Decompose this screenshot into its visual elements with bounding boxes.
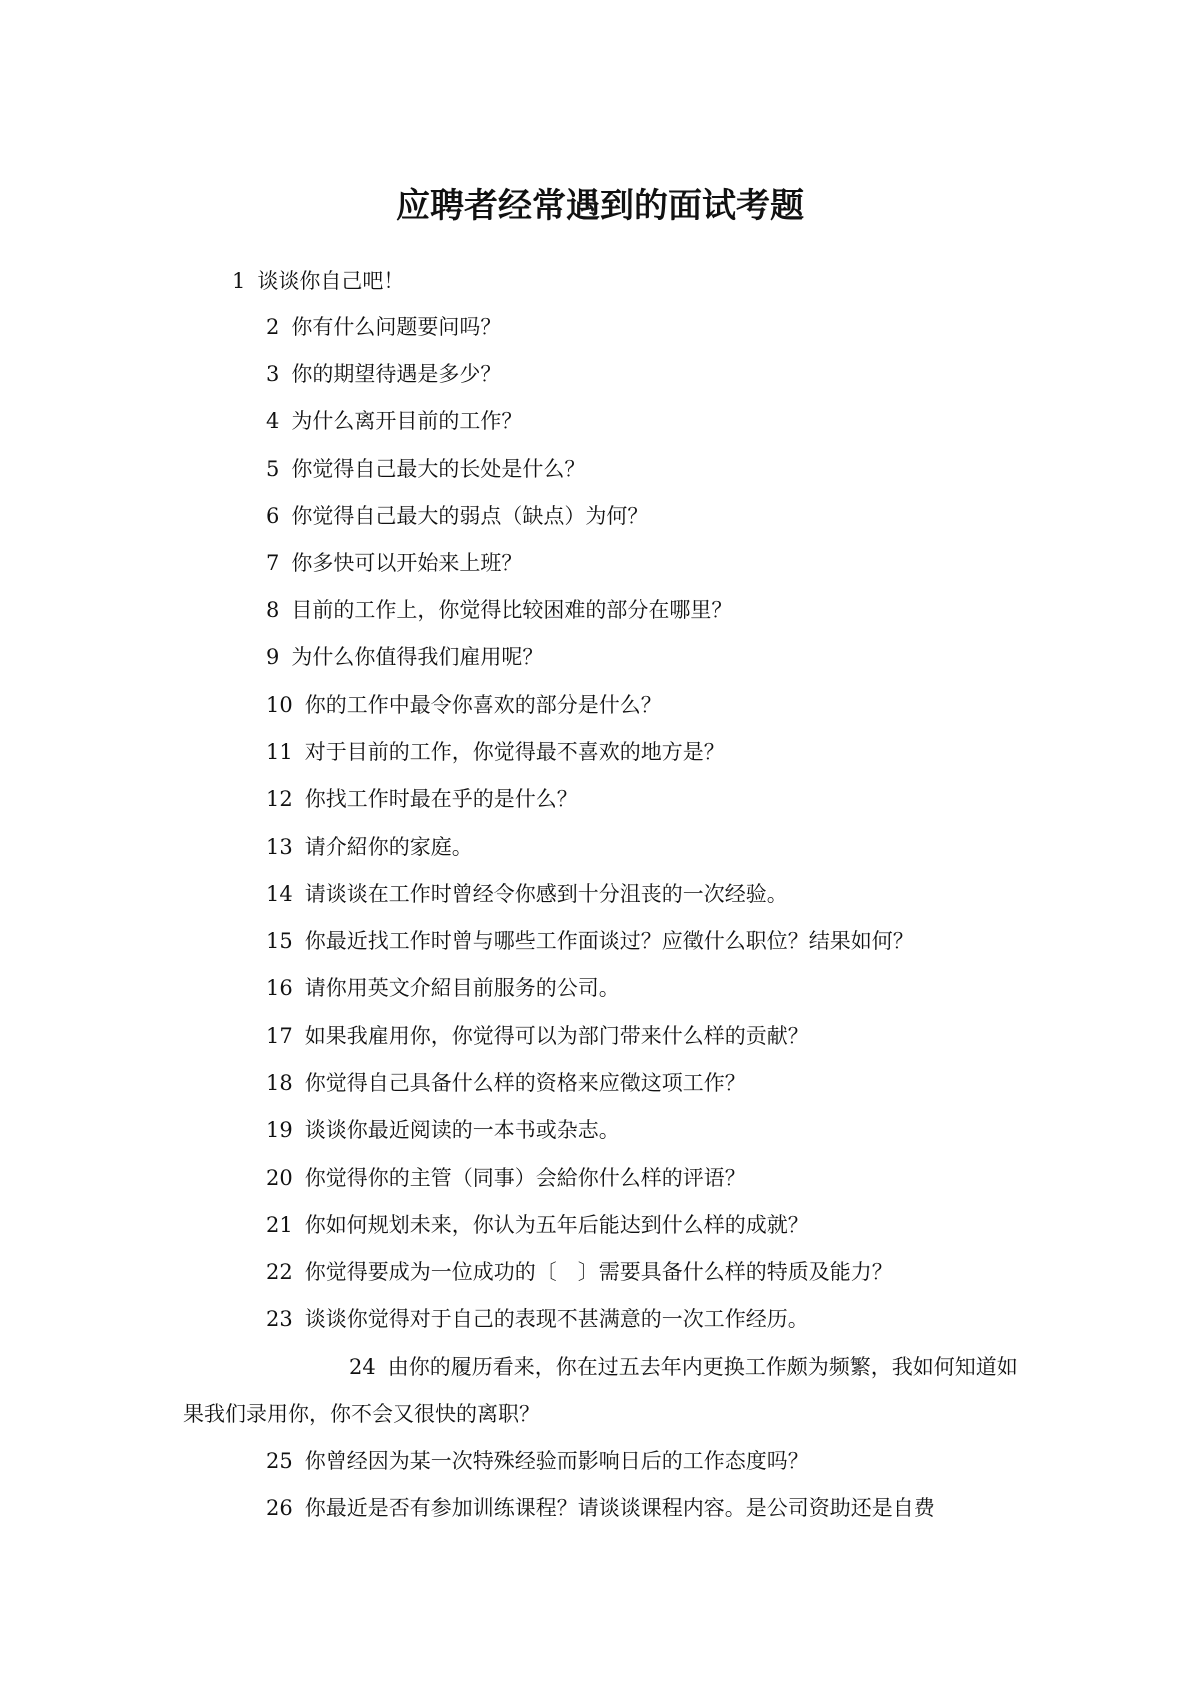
question-text: 你有什么问题要问吗？ [291,315,502,339]
list-item [266,1485,935,1532]
question-text: 如果我雇用你，你觉得可以为部门带来什么样的贡献？ [304,1024,809,1048]
list-item [266,1438,809,1485]
question-number: 8 [266,598,280,622]
question-number: 23 [266,1307,293,1331]
question-text: 目前的工作上，你觉得比较困难的部分在哪里？ [291,598,733,622]
question-text: 谈谈你最近阅读的一本书或杂志。 [304,1118,620,1142]
question-text: 为什么离开目前的工作？ [291,409,523,433]
list-item [183,1344,1028,1438]
question-text: 对于目前的工作，你觉得最不喜欢的地方是？ [304,740,725,764]
list-item [266,918,914,965]
list-item [266,398,522,445]
question-number: 18 [266,1071,293,1095]
question-number: 15 [266,929,293,953]
question-number: 19 [266,1118,293,1142]
question-number: 9 [266,645,280,669]
question-text: 你找工作时最在乎的是什么？ [304,787,578,811]
list-item [266,587,732,634]
list-item [266,634,543,681]
list-item [266,1107,620,1154]
question-text: 你觉得自己最大的长处是什么？ [291,457,586,481]
list-item [266,682,662,729]
question-text: 请介紹你的家庭。 [304,835,473,859]
list-item [266,446,585,493]
question-text: 你觉得自己具备什么样的资格来应徵这项工作？ [304,1071,746,1095]
question-text: 你如何规划未来，你认为五年后能达到什么样的成就？ [304,1213,809,1237]
question-number: 4 [266,409,280,433]
list-item [266,1296,809,1343]
list-item [266,871,788,918]
question-text: 你多快可以开始来上班？ [291,551,523,575]
list-item [266,1060,746,1107]
question-number: 7 [266,551,280,575]
question-number: 17 [266,1024,293,1048]
list-item [266,965,620,1012]
question-number: 24 [349,1355,376,1379]
list-item [266,824,473,871]
question-number: 14 [266,882,293,906]
question-number: 10 [266,693,293,717]
question-text: 你曾经因为某一次特殊经验而影响日后的工作态度吗？ [304,1449,809,1473]
question-text: 谈谈你自己吧！ [257,269,405,293]
list-item [266,493,648,540]
list-item [266,729,725,776]
question-number: 21 [266,1213,293,1237]
question-number: 2 [266,315,280,339]
question-number: 11 [266,740,293,764]
list-item [266,304,501,351]
list-item [266,351,501,398]
question-text: 由你的履历看来，你在过五去年内更换工作颇为频繁，我如何知道如果我们录用你，你不会又很快的离职？ [183,1355,1018,1426]
question-text: 你最近是否有参加训练课程？请谈谈课程内容。是公司资助还是自费 [304,1496,935,1520]
list-item [266,776,578,823]
question-number: 12 [266,787,293,811]
question-number: 16 [266,976,293,1000]
question-text: 你最近找工作时曾与哪些工作面谈过？应徵什么职位？结果如何？ [304,929,914,953]
question-text: 请你用英文介紹目前服务的公司。 [304,976,620,1000]
question-text: 请谈谈在工作时曾经令你感到十分沮丧的一次经验。 [304,882,788,906]
list-item [266,1155,746,1202]
question-number: 5 [266,457,280,481]
question-number: 3 [266,362,280,386]
question-number: 6 [266,504,280,528]
question-text: 你的期望待遇是多少？ [291,362,502,386]
question-number: 1 [232,269,246,293]
list-item [232,258,404,305]
question-number: 13 [266,835,293,859]
question-text: 你觉得你的主管（同事）会給你什么样的评语？ [304,1166,746,1190]
question-text: 你觉得自己最大的弱点（缺点）为何？ [291,504,649,528]
page-title: 应聘者经常遇到的面试考题 [396,186,804,226]
question-number: 25 [266,1449,293,1473]
list-item [266,1249,893,1296]
question-text: 你觉得要成为一位成功的〔 〕需要具备什么样的特质及能力？ [304,1260,893,1284]
question-text: 谈谈你觉得对于自己的表现不甚满意的一次工作经历。 [304,1307,809,1331]
question-number: 20 [266,1166,293,1190]
list-item [266,540,522,587]
question-text: 你的工作中最令你喜欢的部分是什么？ [304,693,662,717]
list-item [266,1013,809,1060]
question-number: 22 [266,1260,293,1284]
list-item [266,1202,809,1249]
question-number: 26 [266,1496,293,1520]
question-text: 为什么你值得我们雇用呢？ [291,645,544,669]
